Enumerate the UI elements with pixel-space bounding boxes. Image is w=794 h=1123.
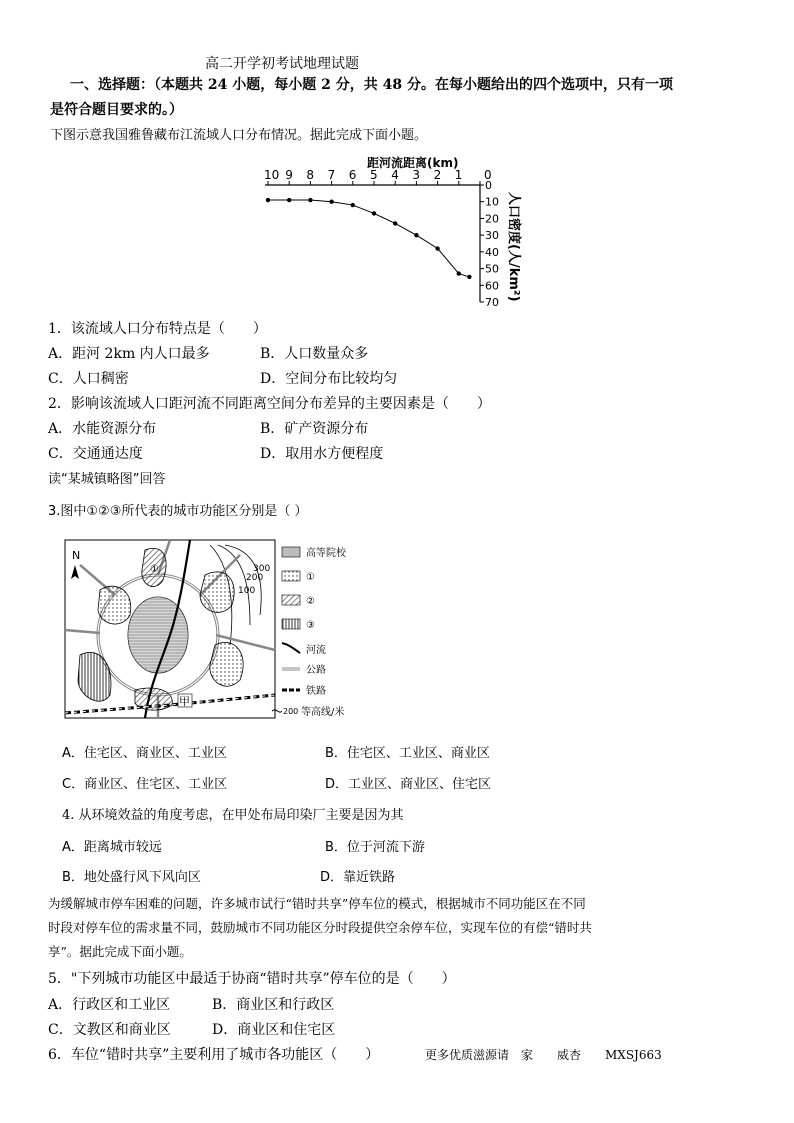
section-heading-line2: 是符合题目要求的。）: [50, 102, 183, 118]
q3-option-c[interactable]: C．商业区、住宅区、工业区: [62, 777, 228, 792]
q5-option-d[interactable]: D．商业区和住宅区: [212, 1022, 336, 1038]
x-tick-label: 3: [412, 168, 421, 182]
mark-jia: 甲: [179, 695, 190, 708]
page-title: 高二开学初考试地理试题: [205, 56, 359, 72]
legend-label-railway: 铁路: [306, 686, 326, 697]
x-tick-label: 8: [306, 168, 315, 182]
intro2-line1: 为缓解城市停车困难的问题，许多城市试行“错时共享”停车位的模式，根据城市不同功能区在不同: [48, 896, 586, 911]
data-point: [467, 275, 471, 279]
map-legend: [272, 546, 347, 718]
q3-option-d[interactable]: D．工业区、商业区、住宅区: [325, 777, 492, 792]
section-heading-line1: 一、选择题：（本题共 24 小题，每小题 2 分，共 48 分。在每小题给出的四个选项中，只有一项: [70, 77, 673, 93]
data-point: [308, 198, 312, 202]
legend-label-river: 河流: [306, 645, 326, 656]
q2-option-d[interactable]: D．取用水方便程度: [260, 446, 384, 462]
x-tick-label: 9: [285, 168, 293, 182]
x-tick-label: 0: [484, 168, 492, 182]
legend-contour-sample: 200: [283, 707, 299, 716]
q1-option-c[interactable]: C．人口稠密: [48, 371, 129, 387]
intro-text-1: 下图示意我国雅鲁藏布江流域人口分布情况。据此完成下面小题。: [50, 128, 428, 143]
data-point: [372, 211, 376, 215]
legend-label-1: ①: [306, 572, 315, 583]
q1-option-b[interactable]: B．人口数量众多: [260, 346, 369, 362]
q1-option-d[interactable]: D．空间分布比较均匀: [260, 371, 398, 387]
y-tick-label: 30: [485, 229, 499, 243]
legend-label-university: 高等院校: [306, 548, 346, 559]
y-tick-label: 0: [485, 179, 492, 192]
y-tick-label: 70: [485, 296, 499, 309]
contour-label-100: 100: [238, 586, 256, 596]
legend-label-road: 公路: [306, 665, 326, 676]
q2-stem: 2．影响该流域人口距河流不同距离空间分布差异的主要因素是（ ）: [48, 396, 491, 412]
y-tick-label: 40: [485, 245, 499, 259]
x-tick-label: 1: [454, 168, 463, 182]
q2-option-a[interactable]: A．水能资源分布: [48, 421, 157, 437]
data-point: [329, 200, 333, 204]
data-point: [457, 271, 461, 275]
q3-option-b[interactable]: B．住宅区、工业区、商业区: [325, 746, 490, 761]
q3-stem: 3.图中①②③所代表的城市功能区分别是（ ）: [48, 504, 308, 519]
q5-option-a[interactable]: A．行政区和工业区: [48, 997, 171, 1013]
intro2-line2: 时段对停车位的需求量不同，鼓励城市不同功能区分时段提供空余停车位，实现车位的有偿“错时共: [48, 920, 592, 935]
q1-stem: 1．该流域人口分布特点是（ ）: [48, 321, 267, 337]
data-point: [287, 198, 291, 202]
population-density-chart: [255, 150, 545, 310]
q6-extra-text: 更多优质滋源请 家 威杏 MXSJ663: [425, 1048, 662, 1062]
zone-residential-3: [200, 572, 234, 613]
x-tick-label: 2: [433, 168, 442, 182]
q2-option-c[interactable]: C．交通通达度: [48, 446, 143, 462]
data-point: [414, 233, 418, 237]
q5-stem: 5．"下列城市功能区中最适于协商“错时共享”停车位的是（ ）: [48, 971, 456, 987]
x-tick-label: 5: [370, 168, 378, 182]
q4-option-a[interactable]: A．距离城市较远: [62, 840, 162, 855]
x-tick-label: 10: [264, 168, 280, 182]
y-tick-label: 10: [485, 195, 499, 209]
q1-option-a[interactable]: A．距河 2km 内人口最多: [48, 346, 210, 362]
y-tick-label: 60: [485, 279, 499, 293]
zone-residential-1: [98, 586, 131, 624]
q4-option-c[interactable]: B．地处盛行风下风向区: [62, 870, 201, 885]
zone-label-1: ①: [150, 564, 159, 575]
x-tick-label: 7: [327, 168, 336, 182]
y-axis-label: 人口密度(人/km²): [506, 192, 521, 302]
read-instruction: 读“某城镇略图”回答: [48, 472, 166, 487]
contour-label-300: 300: [253, 564, 271, 574]
x-tick-label: 6: [348, 168, 357, 182]
q4-option-b[interactable]: B．位于河流下游: [325, 840, 425, 855]
intro2-line3: 享”。据此完成下面小题。: [48, 944, 192, 959]
q5-option-c[interactable]: C．文教区和商业区: [48, 1022, 171, 1038]
data-point: [435, 246, 439, 250]
series-line: [268, 200, 469, 277]
contour-label-200: 200: [246, 573, 264, 583]
x-tick-label: 4: [391, 168, 399, 182]
data-point: [351, 203, 355, 207]
legend-label-3: ③: [306, 620, 315, 631]
town-map: [60, 535, 380, 725]
q6-stem: 6．车位“错时共享”主要利用了城市各功能区（ ）: [48, 1047, 380, 1063]
q5-option-b[interactable]: B．商业区和行政区: [212, 997, 335, 1013]
q4-option-d[interactable]: D．靠近铁路: [320, 870, 396, 885]
q3-option-a[interactable]: A．住宅区、商业区、工业区: [62, 746, 227, 761]
data-point: [266, 198, 270, 202]
zone-residential-4: [210, 642, 243, 686]
north-label: N: [72, 549, 81, 562]
legend-label-2: ②: [306, 596, 315, 607]
q2-option-b[interactable]: B．矿产资源分布: [260, 421, 369, 437]
data-point: [393, 221, 397, 225]
legend-label-contour: 等高线/米: [301, 707, 345, 718]
y-tick-label: 20: [485, 212, 499, 226]
chart-title: 距河流距离(km): [367, 156, 459, 170]
y-tick-label: 50: [485, 262, 499, 276]
q4-stem: 4. 从环境效益的角度考虑，在甲处布局印染厂主要是因为其: [62, 808, 404, 823]
